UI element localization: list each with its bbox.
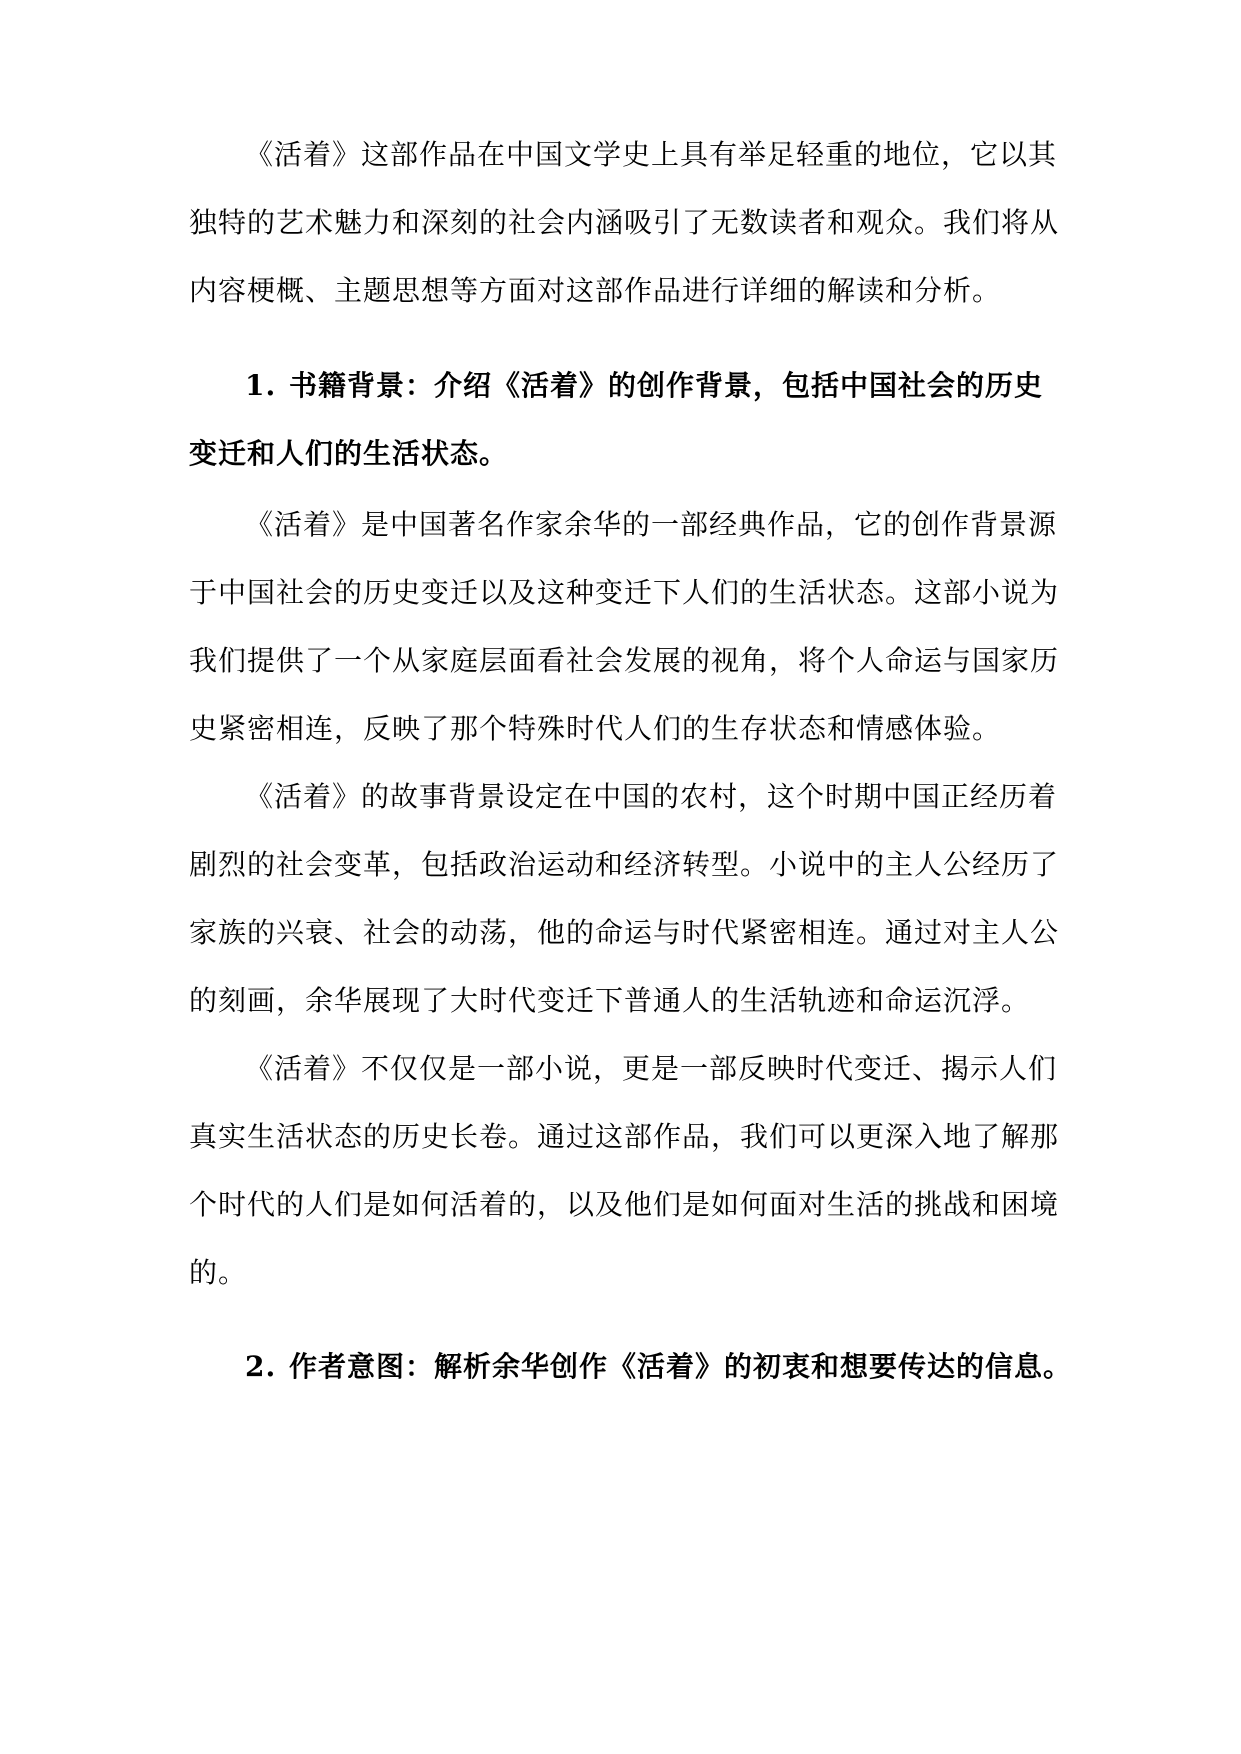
section-1-heading-text: 书籍背景：介绍《活着》的创作背景，包括中国社会的历史 xyxy=(289,369,1044,402)
section-2-heading-text: 作者意图：解析余华创作《活着》的初衷和想要传达的信息。 xyxy=(289,1350,1073,1383)
paragraph-line: 的。 xyxy=(189,1256,248,1289)
section-2-heading-line-1 xyxy=(245,1347,1073,1387)
section-2-number: 2. xyxy=(245,1350,277,1383)
paragraph-line: 家族的兴衰、社会的动荡，他的命运与时代紧密相连。通过对主人公 xyxy=(189,916,1060,949)
paragraph-line: 《活着》是中国著名作家余华的一部经典作品，它的创作背景源 xyxy=(245,508,1058,541)
paragraph-line: 我们提供了一个从家庭层面看社会发展的视角，将个人命运与国家历 xyxy=(189,644,1060,677)
section-1-heading-line-1 xyxy=(245,366,1051,406)
paragraph-line: 真实生活状态的历史长卷。通过这部作品，我们可以更深入地了解那 xyxy=(189,1120,1060,1153)
paragraph-line: 的刻画，余华展现了大时代变迁下普通人的生活轨迹和命运沉浮。 xyxy=(189,984,1031,1017)
paragraph-line: 个时代的人们是如何活着的，以及他们是如何面对生活的挑战和困境 xyxy=(189,1188,1060,1221)
paragraph-line: 《活着》的故事背景设定在中国的农村，这个时期中国正经历着 xyxy=(245,780,1058,813)
paragraph-line: 《活着》不仅仅是一部小说，更是一部反映时代变迁、揭示人们 xyxy=(245,1052,1058,1085)
paragraph-line: 史紧密相连，反映了那个特殊时代人们的生存状态和情感体验。 xyxy=(189,712,1002,745)
intro-line-3: 内容梗概、主题思想等方面对这部作品进行详细的解读和分析。 xyxy=(189,274,1002,307)
paragraph-line: 于中国社会的历史变迁以及这种变迁下人们的生活状态。这部小说为 xyxy=(189,576,1060,609)
intro-line-1: 《活着》这部作品在中国文学史上具有举足轻重的地位，它以其 xyxy=(245,138,1058,171)
intro-line-2: 独特的艺术魅力和深刻的社会内涵吸引了无数读者和观众。我们将从 xyxy=(189,206,1060,239)
section-1-heading-line-2: 变迁和人们的生活状态。 xyxy=(189,437,509,470)
section-1-number: 1. xyxy=(245,369,277,402)
paragraph-line: 剧烈的社会变革，包括政治运动和经济转型。小说中的主人公经历了 xyxy=(189,848,1060,881)
